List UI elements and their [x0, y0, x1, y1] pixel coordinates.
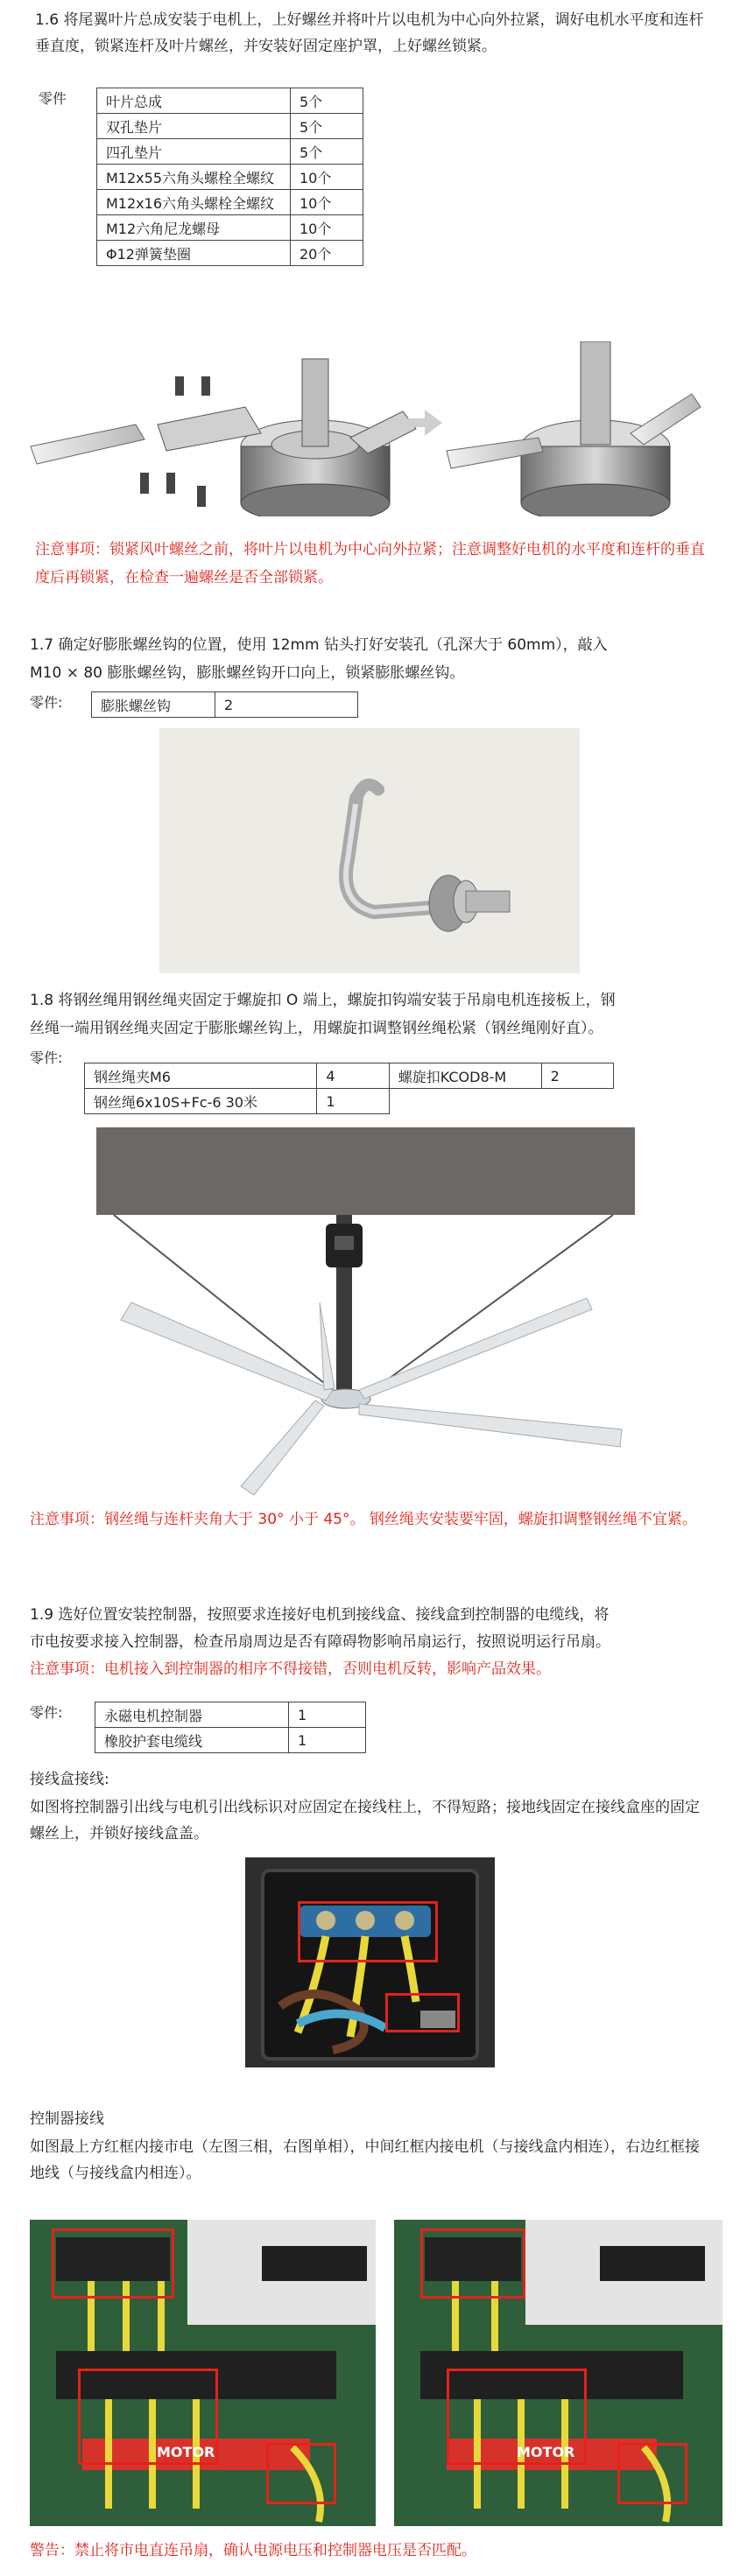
table-row: [85, 1089, 614, 1114]
table-row: [97, 114, 363, 139]
junction-box-desc: 如图将控制器引出线与电机引出线标识对应固定在接线柱上，不得短路；接地线固定在接线盒座的固定螺丝上，并锁好接线盒盖。: [30, 1799, 700, 1843]
table-row: [97, 215, 363, 241]
parts-label: 零件:: [30, 694, 63, 711]
section-1-9-line2: 市电按要求接入控制器，检查吊扇周边是否有障碍物影响吊扇运行，按照说明运行吊扇。: [30, 1633, 610, 1651]
blade-assembly-illustration: [26, 341, 718, 516]
table-row: [97, 165, 363, 190]
part-name: 钢丝绳6x10S+Fc-6 30米: [85, 1089, 317, 1114]
part-qty: 5个: [291, 88, 363, 114]
table-row: [97, 139, 363, 165]
part-name: 四孔垫片: [97, 139, 291, 165]
controller-wiring-desc: 如图最上方红框内接市电（左图三相，右图单相），中间红框内接电机（与接线盒内相连），右边红框接地线（与接线盒内相连）。: [30, 2138, 700, 2182]
note-1-6: 注意事项：锁紧风叶螺丝之前，将叶片以电机为中心向外拉紧；注意调整好电机的水平度和连杆的垂直度后再锁紧，在检查一遍螺丝是否全部锁紧。: [35, 541, 705, 586]
red-highlight-box: [78, 2369, 218, 2465]
part-name: M12x55六角头螺栓全螺纹: [97, 165, 291, 190]
section-1-8-line1: 1.8 将钢丝绳用钢丝绳夹固定于螺旋扣 O 端上，螺旋扣钩端安装于吊扇电机连接板上，钢: [30, 992, 616, 1009]
parts-table-1-7: [91, 691, 358, 718]
table-row: [92, 692, 358, 718]
part-name: 双孔垫片: [97, 114, 291, 139]
section-1-8-line2: 丝绳一端用钢丝绳夹固定于膨胀螺丝钩上，用螺旋扣调整钢丝绳松紧（钢丝绳刚好直）。: [30, 1020, 603, 1037]
parts-table-1-9: [95, 1702, 366, 1753]
assembled-view: [447, 341, 701, 516]
part-name: M12x16六角头螺栓全螺纹: [97, 190, 291, 215]
part-name: 钢丝绳夹M6: [85, 1063, 317, 1089]
red-highlight-box: [52, 2229, 174, 2299]
red-highlight-box: [298, 1901, 438, 1962]
part-qty: 20个: [291, 241, 363, 266]
red-highlight-box: [617, 2443, 687, 2504]
parts-label: 零件:: [30, 1049, 63, 1066]
part-name: Φ12弹簧垫圈: [97, 241, 291, 266]
expansion-hook-photo: [159, 728, 580, 973]
table-row: [85, 1063, 614, 1089]
part-qty: 4: [317, 1063, 389, 1089]
table-row: [97, 88, 363, 114]
section-1-6-text: 1.6 将尾翼叶片总成安装于电机上，上好螺丝并将叶片以电机为中心向外拉紧，调好电机水平度和连杆垂直度，锁紧连杆及叶片螺丝，并安装好固定座护罩，上好螺丝锁紧。: [35, 11, 704, 55]
red-highlight-box: [266, 2443, 336, 2504]
table-row: [95, 1702, 366, 1728]
ceiling-fan-install-diagram: [96, 1127, 635, 1504]
junction-box-photo: [245, 1857, 495, 2067]
parts-table-1-8: [84, 1063, 614, 1114]
motor-label: MOTOR: [157, 2444, 215, 2460]
table-row: [97, 241, 363, 266]
section-1-9-line1: 1.9 选好位置安装控制器，按照要求连接好电机到接线盒、接线盒到控制器的电缆线，将: [30, 1606, 610, 1624]
red-highlight-box: [447, 2369, 587, 2465]
parts-table-1-6: [96, 88, 363, 266]
part-qty: 10个: [291, 165, 363, 190]
part-name: 橡胶护套电缆线: [95, 1728, 289, 1753]
parts-label: 零件: [39, 90, 67, 107]
part-name: 永磁电机控制器: [95, 1702, 289, 1728]
controller-photo-single-phase: [394, 2220, 722, 2526]
part-name: M12六角尼龙螺母: [97, 215, 291, 241]
part-qty: 5个: [291, 114, 363, 139]
table-row: [97, 190, 363, 215]
part-name: 叶片总成: [97, 88, 291, 114]
warning-text: 警告：禁止将市电直连吊扇，确认电源电压和控制器电压是否匹配。: [30, 2542, 476, 2559]
part-qty: 2: [541, 1063, 613, 1089]
red-highlight-box: [385, 1993, 460, 2032]
part-qty: 10个: [291, 215, 363, 241]
table-row: [95, 1728, 366, 1753]
part-qty: 2: [215, 692, 358, 718]
controller-wiring-title: 控制器接线: [30, 2110, 104, 2128]
part-name: 螺旋扣KCOD8-M: [389, 1063, 541, 1089]
part-qty: 10个: [291, 190, 363, 215]
part-name: 膨胀螺丝钩: [92, 692, 215, 718]
note-1-9: 注意事项：电机接入到控制器的相序不得接错，否则电机反转，影响产品效果。: [30, 1660, 551, 1678]
part-qty: 1: [289, 1728, 366, 1753]
red-highlight-box: [420, 2229, 525, 2299]
parts-label: 零件:: [30, 1704, 63, 1721]
junction-box-title: 接线盒接线:: [30, 1771, 109, 1788]
part-qty: 1: [289, 1702, 366, 1728]
exploded-view: [31, 359, 416, 516]
controller-photo-three-phase: [30, 2220, 376, 2526]
part-qty: 5个: [291, 139, 363, 165]
section-1-7-line1: 1.7 确定好膨胀螺丝钩的位置，使用 12mm 钻头打好安装孔（孔深大于 60mm），敲入: [30, 636, 608, 654]
part-qty: 1: [317, 1089, 389, 1114]
section-1-7-line2: M10 × 80 膨胀螺丝钩，膨胀螺丝钩开口向上，锁紧膨胀螺丝钩。: [30, 664, 465, 682]
note-1-8: 注意事项：钢丝绳与连杆夹角大于 30° 小于 45°。 钢丝绳夹安装要牢固，螺旋扣调整钢丝绳不宜紧。: [30, 1511, 697, 1528]
motor-label: MOTOR: [517, 2444, 575, 2460]
